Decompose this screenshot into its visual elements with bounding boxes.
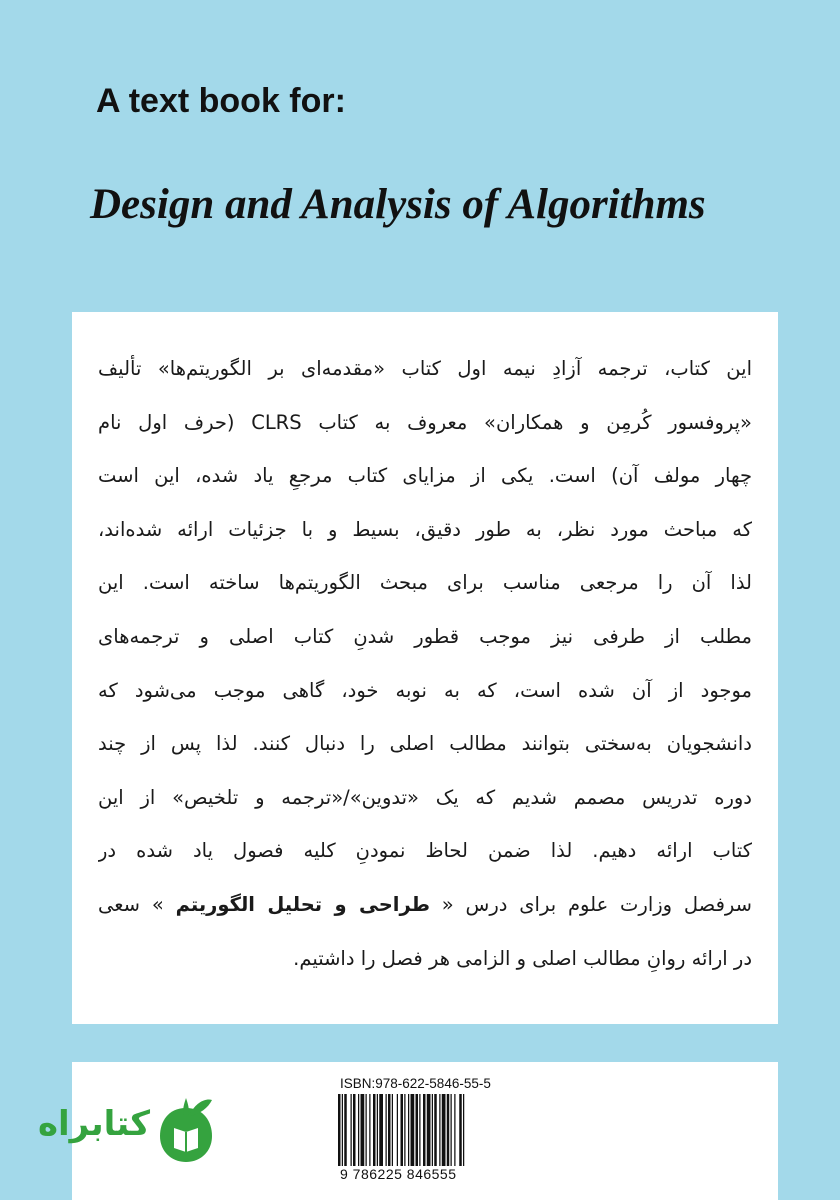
course-prefix: سرفصل وزارت علوم برای درس « bbox=[429, 892, 752, 916]
description-line: لذا آن را مرجعی مناسب برای مبحث الگوریتم‌ها ساخته است. این bbox=[98, 571, 752, 595]
description-line: «پروفسور کُرمِن و همکاران» معروف به کتاب CLRS (حرف اول نام bbox=[98, 410, 752, 434]
book-subject-title: Design and Analysis of Algorithms bbox=[90, 181, 706, 228]
ketabrah-logo-icon bbox=[156, 1092, 216, 1164]
description-line-course bbox=[98, 878, 752, 932]
description-line: در ارائه روانِ مطالب اصلی و الزامی هر فصل را داشتیم. bbox=[293, 946, 752, 970]
ketabrah-logo bbox=[32, 1092, 216, 1164]
isbn-label: ISBN:978-622-5846-55-5 bbox=[340, 1076, 491, 1091]
barcode-image bbox=[338, 1094, 516, 1166]
description-line: موجود از آن شده است، که به نوبه خود، گاهی موجب می‌شود که bbox=[98, 678, 752, 702]
description-line: چهار مولف آن) است. یکی از مزایای کتاب مرجعِ یاد شده، این است bbox=[98, 464, 752, 488]
description-line: دانشجویان به‌سختی بتوانند مطالب اصلی را دنبال کنند. لذا پس از چند bbox=[98, 732, 752, 756]
course-name: طراحی و تحلیل الگوریتم bbox=[175, 892, 430, 916]
description-line: که مباحث مورد نظر، به طور دقیق، بسیط و با جزئیات ارائه شده‌اند، bbox=[98, 517, 752, 541]
cover-heading: A text book for: bbox=[96, 82, 346, 120]
description-line: دوره تدریس مصمم شدیم که یک «تدوین»/«ترجمه و تلخیص» از این bbox=[98, 785, 752, 809]
description-box bbox=[72, 312, 778, 1024]
barcode-digits: 9 786225 846555 bbox=[340, 1166, 457, 1182]
description-line: مطلب از طرفی نیز موجب قطور شدنِ کتاب اصلی و ترجمه‌های bbox=[98, 624, 752, 648]
logo-text: کتابراه bbox=[37, 1104, 150, 1144]
description-line: کتاب ارائه دهیم. لذا ضمن لحاظ نمودنِ کلیه فصول یاد شده در bbox=[98, 839, 752, 863]
course-suffix: » سعی bbox=[98, 892, 176, 916]
description-line: این کتاب، ترجمه آزادِ نیمه اول کتاب «مقدمه‌ای بر الگوریتم‌ها» تألیف bbox=[98, 357, 752, 380]
